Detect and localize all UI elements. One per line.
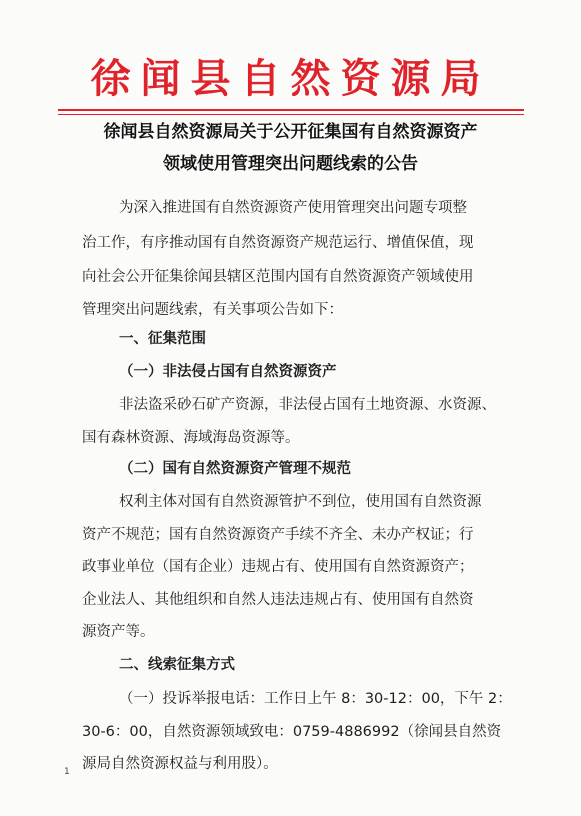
document-title-line-1: 徐闻县自然资源局关于公开征集国有自然资源资产 [103, 122, 478, 142]
paragraph-line: 治工作，有序推动国有自然资源资产规范运行、增值保值，现 [82, 235, 474, 251]
paragraph-line: 30-6：00，自然资源领域致电：0759-4886992（徐闻县自然资 [82, 724, 502, 740]
paragraph-line: 源局自然资源权益与利用股）。 [82, 756, 278, 772]
letterhead-red-rule-thick [58, 109, 524, 111]
paragraph-line: 政事业单位（国有企业）违规占有、使用国有自然资源资产； [82, 559, 474, 575]
section-heading-1: 一、征集范围 [119, 331, 206, 347]
paragraph-line: 源资产等。 [82, 624, 155, 640]
paragraph-line: 资产不规范；国有自然资源资产手续不齐全、未办产权证；行 [82, 527, 474, 543]
section-heading-2: 二、线索征集方式 [119, 657, 235, 673]
paragraph-line: 权利主体对国有自然资源管护不到位，使用国有自然资源 [119, 494, 482, 510]
subsection-heading-2: （二）国有自然资源资产管理不规范 [119, 461, 351, 477]
page-number: 1 [64, 767, 70, 777]
paragraph-line: 企业法人、其他组织和自然人违法违规占有、使用国有自然资 [82, 592, 474, 608]
paragraph-line: 为深入推进国有自然资源资产使用管理突出问题专项整 [119, 200, 467, 216]
letterhead-red-rule-thin [58, 114, 524, 115]
subsection-heading-1: （一）非法侵占国有自然资源资产 [119, 364, 337, 380]
document-title-line-2: 领域使用管理突出问题线索的公告 [163, 154, 418, 174]
paragraph-line: 管理突出问题线索，有关事项公告如下： [82, 302, 343, 318]
paragraph-line: 国有森林资源、海域海岛资源等。 [82, 430, 300, 446]
paragraph-line: （一）投诉举报电话：工作日上午 8：30-12：00，下午 2： [119, 691, 512, 707]
letterhead-title: 徐闻县自然资源局 [90, 55, 491, 102]
paragraph-line: 向社会公开征集徐闻县辖区范围内国有自然资源资产领域使用 [82, 269, 474, 285]
paragraph-line: 非法盗采砂石矿产资源，非法侵占国有土地资源、水资源、 [119, 397, 496, 413]
